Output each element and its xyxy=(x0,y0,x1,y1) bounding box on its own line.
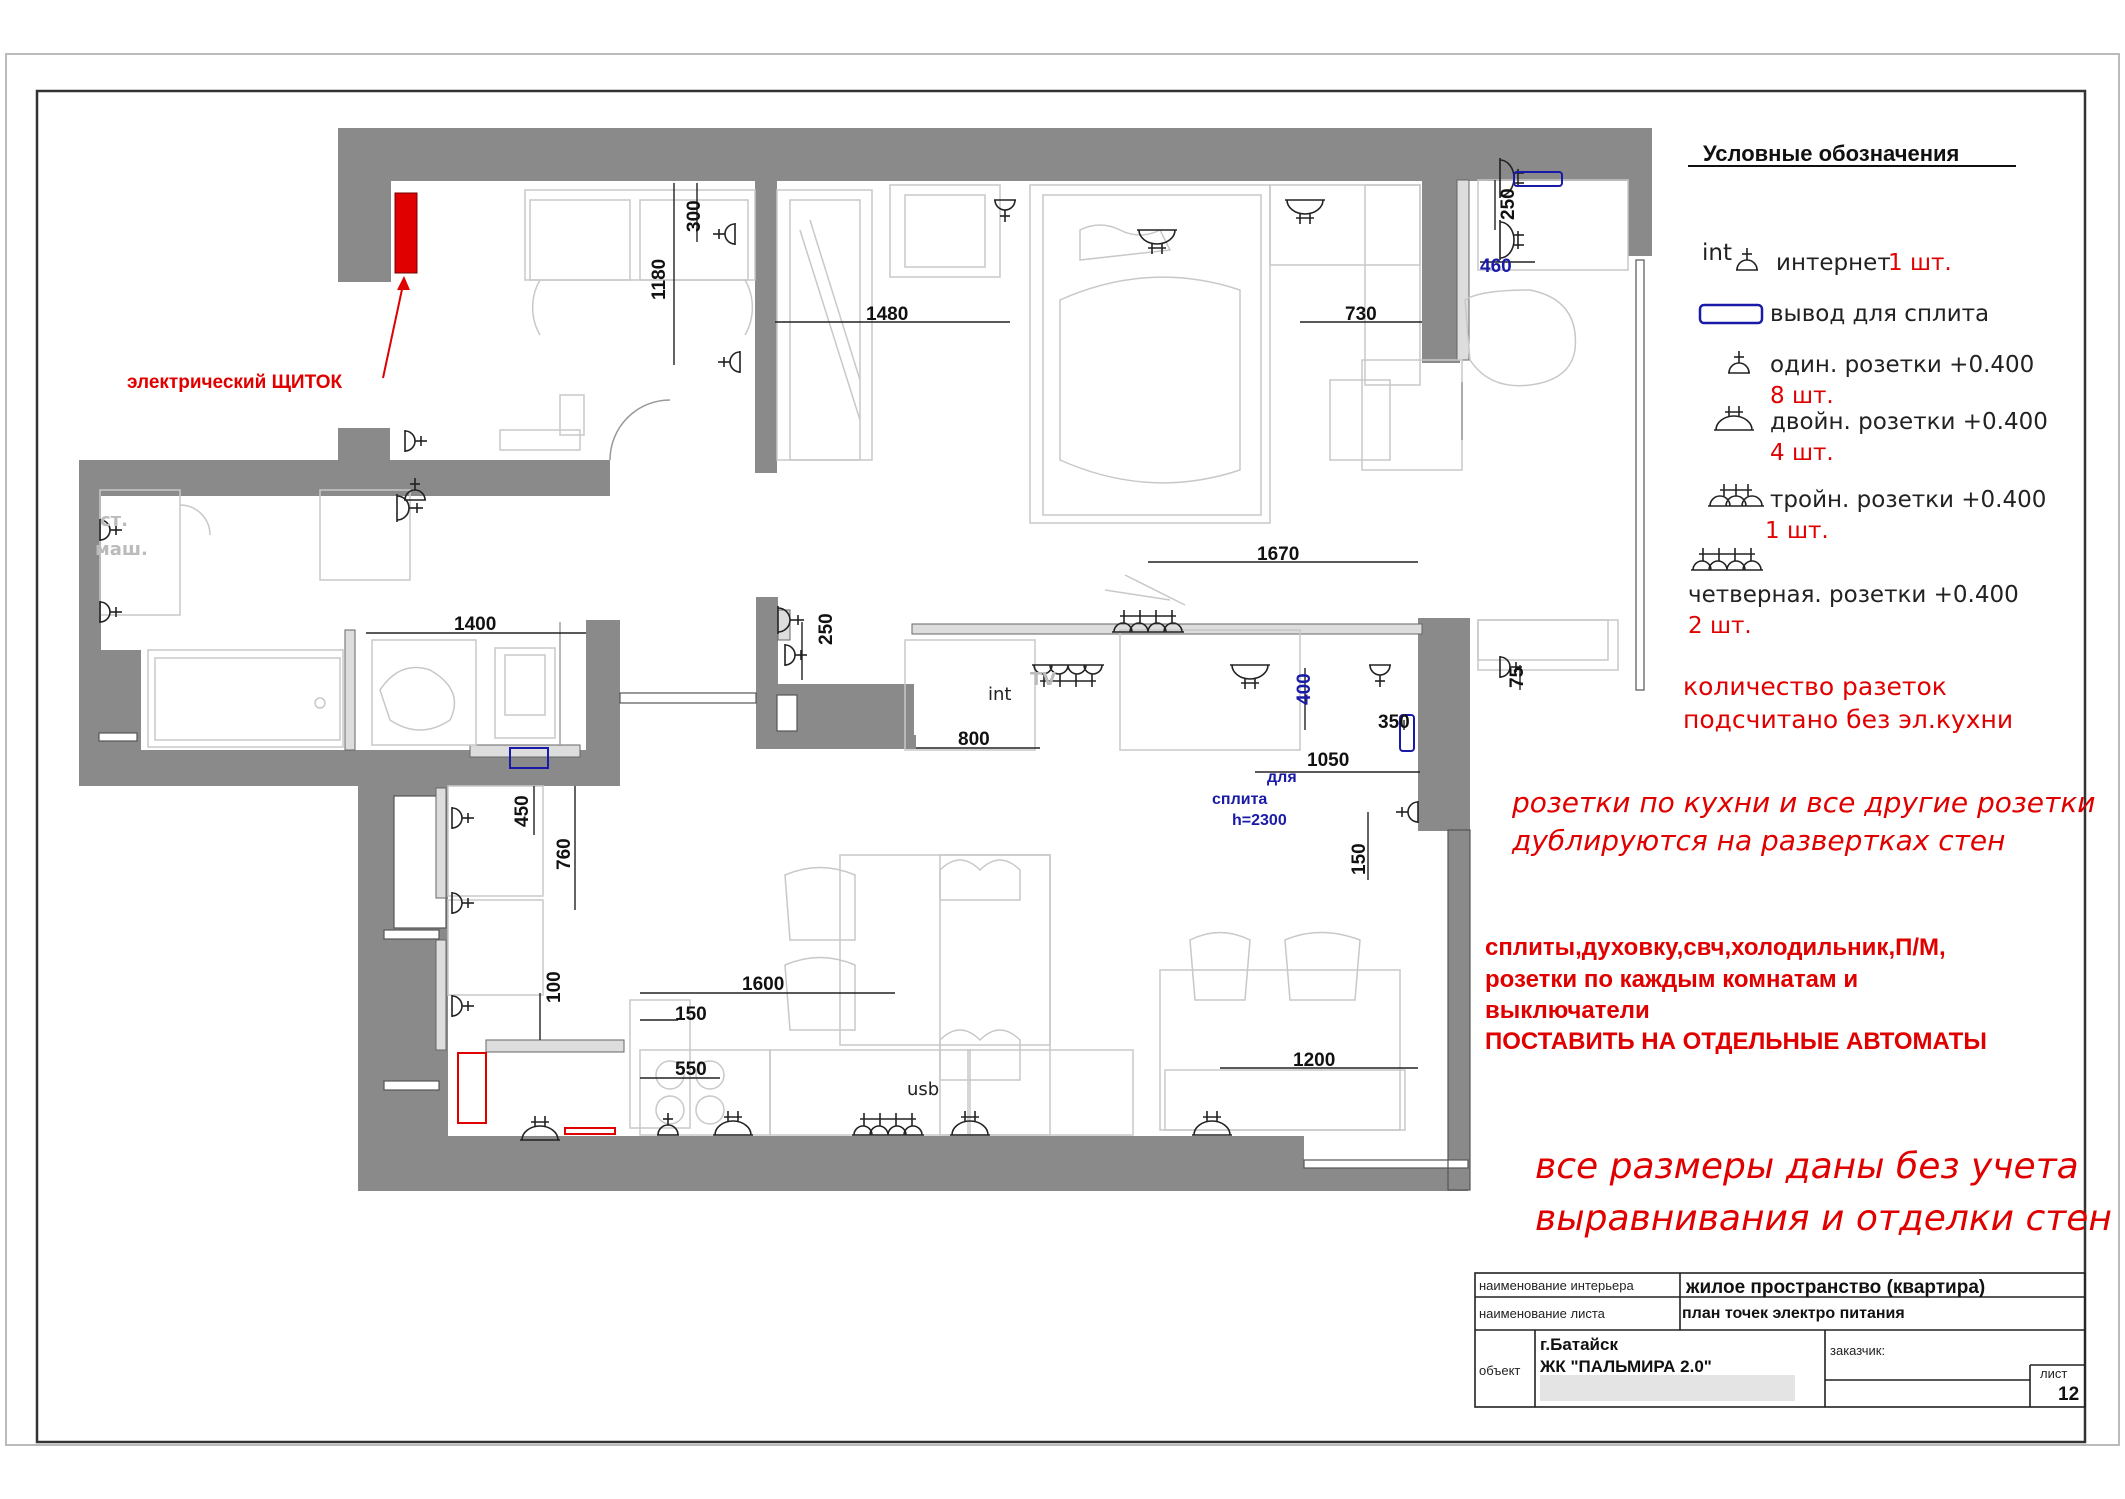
dim-1200: 1200 xyxy=(1293,1050,1336,1071)
legend-triple-symbol xyxy=(1708,484,1764,506)
tb-interior-value: жилое пространство (квартира) xyxy=(1686,1277,1986,1298)
outlet-quad xyxy=(852,1113,924,1135)
door-swings xyxy=(610,382,1462,460)
furniture xyxy=(100,180,1628,1135)
legend-double-count: 4 шт. xyxy=(1770,440,1834,466)
dim-350: 350 xyxy=(1378,712,1410,733)
dim-250-b: 250 xyxy=(816,613,837,645)
tb-page-label: лист xyxy=(2040,1366,2068,1381)
dim-100: 100 xyxy=(544,971,565,1003)
tb-client-label: заказчик: xyxy=(1830,1343,1886,1358)
legend-internet-prefix: int xyxy=(1702,240,1732,266)
outlet-single xyxy=(713,223,735,245)
blurred-field xyxy=(1540,1375,1795,1401)
dim-760: 760 xyxy=(554,838,575,870)
outlet-double xyxy=(1285,200,1325,224)
outlet-single xyxy=(1369,665,1391,687)
outlet-single xyxy=(452,995,474,1017)
heated-rail xyxy=(565,1128,615,1134)
count-note-1: количество разеток xyxy=(1683,672,1947,701)
electric-panel xyxy=(395,193,417,273)
legend-quad-count: 2 шт. xyxy=(1688,613,1752,639)
outlet-double xyxy=(1192,1111,1232,1135)
tb-sheet-label: наименование листа xyxy=(1479,1306,1605,1321)
notes xyxy=(1485,672,2112,1239)
dim-1480: 1480 xyxy=(866,304,909,325)
outlet-single xyxy=(1396,801,1418,823)
circuit-note-2: розетки по каждым комнатам и xyxy=(1485,966,1859,993)
tb-object-label: объект xyxy=(1479,1363,1521,1378)
outlet-double xyxy=(1230,665,1270,689)
outlet-single xyxy=(657,1113,679,1135)
washing-machine-label-1: ст. xyxy=(100,510,128,531)
dim-450: 450 xyxy=(512,795,533,827)
washing-machine-label-2: маш. xyxy=(95,539,148,560)
title-block xyxy=(1475,1273,2085,1407)
legend-internet-symbol xyxy=(1736,248,1758,270)
outlet-single xyxy=(100,601,122,623)
tb-page-number: 12 xyxy=(2058,1384,2080,1405)
tb-complex: ЖК "ПАЛЬМИРА 2.0" xyxy=(1540,1357,1712,1376)
dim-460: 460 xyxy=(1480,256,1512,277)
legend-triple-count: 1 шт. xyxy=(1765,518,1829,544)
dim-1400: 1400 xyxy=(454,614,497,635)
legend-quad-label: четверная. розетки +0.400 xyxy=(1688,582,2019,608)
split-note-2: сплита xyxy=(1212,791,1268,808)
dim-1180: 1180 xyxy=(649,258,670,300)
dim-250-a: 250 xyxy=(1498,188,1519,220)
legend-single-symbol xyxy=(1728,351,1750,373)
split-note-1: для xyxy=(1267,769,1297,786)
legend-single-label: один. розетки +0.400 xyxy=(1770,352,2035,378)
dim-1670: 1670 xyxy=(1257,544,1300,565)
int-label: int xyxy=(988,684,1012,705)
dim-800: 800 xyxy=(958,729,990,750)
panel-arrowhead xyxy=(397,276,410,290)
outlet-single xyxy=(405,430,427,452)
dim-730: 730 xyxy=(1345,304,1377,325)
circuit-note-3: выключатели xyxy=(1485,997,1650,1024)
tb-city: г.Батайск xyxy=(1540,1335,1618,1354)
panel-arrow-line xyxy=(383,280,404,378)
legend-single-count: 8 шт. xyxy=(1770,383,1834,409)
split-note-3: h=2300 xyxy=(1232,812,1287,829)
dim-150-a: 150 xyxy=(1349,843,1370,875)
legend-split-label: вывод для сплита xyxy=(1770,301,1990,327)
legend-double-symbol xyxy=(1714,406,1754,430)
usb-label: usb xyxy=(907,1079,940,1100)
legend-double-label: двойн. розетки +0.400 xyxy=(1770,409,2048,435)
legend-title: Условные обозначения xyxy=(1703,141,1960,166)
dim-75: 75 xyxy=(1507,666,1528,688)
dim-550: 550 xyxy=(675,1059,707,1080)
outlet-double xyxy=(713,1111,753,1135)
circuit-note-1: сплиты,духовку,свч,холодильник,П/М, xyxy=(1485,934,1946,961)
sizes-note-1: все размеры даны без учета xyxy=(1535,1146,2079,1187)
count-note-2: подсчитано без эл.кухни xyxy=(1683,705,2014,734)
outlet-single xyxy=(452,807,474,829)
sizes-note-2: выравнивания и отделки стен xyxy=(1535,1198,2112,1239)
dup-note-1: розетки по кухни и все другие розетки xyxy=(1512,786,2096,819)
dup-note-2: дублируются на развертках стен xyxy=(1512,824,2006,857)
walls xyxy=(79,128,1652,1191)
outlet-single xyxy=(718,351,740,373)
dim-400: 400 xyxy=(1294,673,1315,705)
outlet-single xyxy=(785,644,807,666)
panel-label: электрический ЩИТОК xyxy=(127,372,343,393)
tv-label: TV xyxy=(1030,669,1057,690)
legend-internet-count: 1 шт. xyxy=(1888,250,1952,276)
bath-vent-red xyxy=(458,1053,486,1123)
dim-150-b: 150 xyxy=(675,1004,707,1025)
legend-split-symbol xyxy=(1700,305,1762,323)
legend xyxy=(1688,141,2048,639)
dim-300: 300 xyxy=(684,200,705,232)
legend-quad-symbol xyxy=(1691,548,1763,570)
dim-1050: 1050 xyxy=(1307,750,1350,771)
outlet-double xyxy=(1500,220,1524,260)
tb-sheet-value: план точек электро питания xyxy=(1682,1305,1905,1322)
outlet-single xyxy=(994,200,1016,222)
tb-interior-label: наименование интерьера xyxy=(1479,1278,1634,1293)
legend-triple-label: тройн. розетки +0.400 xyxy=(1770,487,2047,513)
dim-1600: 1600 xyxy=(742,974,785,995)
circuit-note-4: ПОСТАВИТЬ НА ОТДЕЛЬНЫЕ АВТОМАТЫ xyxy=(1485,1028,1987,1055)
legend-internet-label: интернет xyxy=(1776,250,1891,276)
